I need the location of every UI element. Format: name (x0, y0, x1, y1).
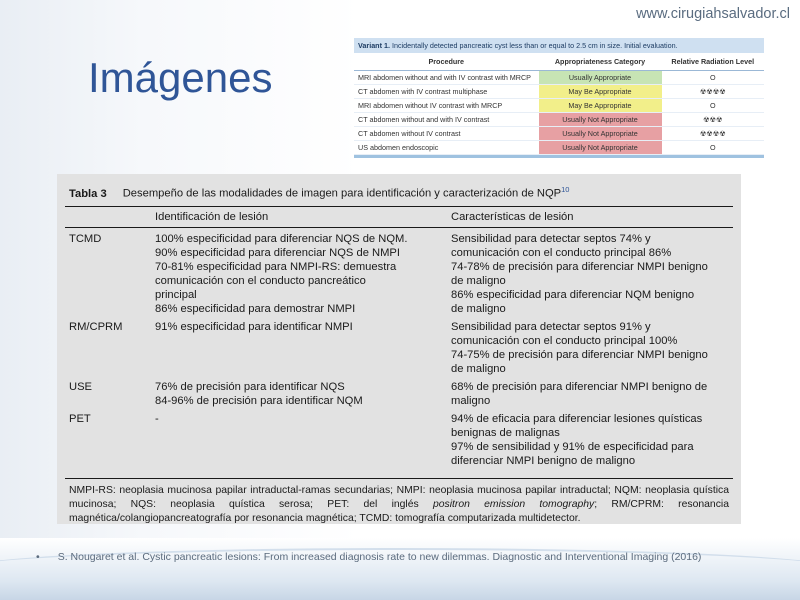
characteristics-line: 97% de sensibilidad y 91% de especificidad para (451, 440, 694, 453)
variant-category: Usually Not Appropriate (539, 113, 662, 127)
variant-bottom-rule (354, 155, 764, 158)
table-row (65, 380, 733, 408)
identification-line: 100% especificidad para diferenciar NQS de NQM. (155, 232, 408, 245)
identification-cell (155, 380, 451, 408)
characteristics-line: 68% de precisión para diferenciar NMPI benigno de (451, 380, 708, 393)
variant-row (354, 141, 764, 155)
table3-header-row (65, 207, 733, 227)
identification-line: comunicación con el conducto pancreático (155, 274, 366, 287)
characteristics-cell (451, 412, 733, 468)
identification-line: 86% especificidad para demostrar NMPI (155, 302, 356, 315)
variant-procedure: MRI abdomen without and with IV contrast with MRCP (354, 71, 539, 85)
characteristics-cell (451, 232, 733, 316)
modality-cell: TCMD (69, 232, 102, 245)
variant-category: May Be Appropriate (539, 85, 662, 99)
table-row (65, 412, 733, 468)
table3-rows (65, 228, 733, 478)
table3-caption-ref[interactable]: 10 (561, 185, 570, 194)
radiation-level-icon: ☢☢☢☢ (662, 85, 765, 99)
characteristics-line: comunicación con el conducto principal 100% (451, 334, 678, 347)
variant-procedure: CT abdomen with IV contrast multiphase (354, 85, 539, 99)
variant-procedure: CT abdomen without IV contrast (354, 127, 539, 141)
table3-footnote (65, 479, 733, 526)
identification-line: 70-81% especificidad para NMPI-RS: demuestra (155, 260, 397, 273)
characteristics-line: diferenciar NMPI benigno de maligno (451, 454, 636, 467)
identification-line: 84-96% de precisión para identificar NQM (155, 394, 363, 407)
identification-line: 91% especificidad para identificar NMPI (155, 320, 353, 333)
table3-footnote-part-a: NMPI-RS: neoplasia mucinosa papilar intraductal-ramas secundarias; NMPI: neoplasia mucinosa papilar intraductal; NQM: neoplasia quística mucinosa; NQS: neoplasia quística serosa; PET: del inglés (69, 484, 729, 510)
variant-rows (354, 71, 764, 155)
radiation-level-icon: ☢☢☢ (662, 113, 765, 127)
variant-category: Usually Appropriate (539, 71, 662, 85)
characteristics-line: comunicación con el conducto principal 86% (451, 246, 672, 259)
table3-caption-text: Desempeño de las modalidades de imagen para identificación y caracterización de NQP (122, 187, 562, 200)
variant-header-category: Appropriateness Category (539, 53, 662, 71)
characteristics-line: de maligno (451, 274, 506, 287)
identification-line: principal (155, 288, 197, 301)
radiation-level-icon: O (662, 71, 765, 85)
variant-procedure: MRI abdomen without IV contrast with MRCP (354, 99, 539, 113)
characteristics-cell (451, 380, 733, 408)
table3-panel (57, 174, 741, 524)
characteristics-cell (451, 320, 733, 376)
characteristics-line: 86% especificidad para diferenciar NQM benigno (451, 288, 695, 301)
modality-cell: RM/CPRM (69, 320, 123, 333)
variant-row (354, 71, 764, 85)
table3-header-characteristics: Características de lesión (451, 210, 574, 223)
characteristics-line: maligno (451, 394, 491, 407)
variant-title (354, 38, 764, 53)
variant-title-label: Variant 1. (358, 41, 390, 50)
table3-header-modality (65, 210, 155, 224)
brand-url[interactable]: www.cirugiahsalvador.cl (636, 6, 790, 22)
citation-bullet: • (36, 551, 40, 563)
variant-table (354, 38, 764, 158)
identification-line: 90% especificidad para diferenciar NQS de NMPI (155, 246, 400, 259)
characteristics-line: de maligno (451, 302, 506, 315)
table3-footnote-part-b: ; RM/CPRM: resonancia magnética/colangiopancreatografía por resonancia magnética; TCMD: tomografía computarizada multidetector. (69, 498, 729, 524)
radiation-level-icon: ☢☢☢☢ (662, 127, 765, 141)
variant-row (354, 127, 764, 141)
characteristics-line: benignas de malignas (451, 426, 560, 439)
slide-title: Imágenes (88, 54, 273, 101)
characteristics-line: Sensibilidad para detectar septos 74% y (451, 232, 651, 245)
variant-category: Usually Not Appropriate (539, 127, 662, 141)
variant-row (354, 99, 764, 113)
radiation-level-icon: O (662, 141, 765, 155)
variant-category: Usually Not Appropriate (539, 141, 662, 155)
table-row (65, 232, 733, 316)
characteristics-line: de maligno (451, 362, 506, 375)
citation (36, 551, 701, 563)
variant-header-procedure: Procedure (354, 53, 539, 71)
variant-title-text: Incidentally detected pancreatic cyst less than or equal to 2.5 cm in size. Initial evaluation. (389, 41, 678, 50)
identification-cell (155, 232, 451, 316)
variant-header-radiation: Relative Radiation Level (662, 53, 765, 71)
identification-cell (155, 412, 451, 468)
table3-caption (65, 181, 733, 206)
identification-line: - (155, 412, 159, 425)
identification-cell (155, 320, 451, 376)
variant-row (354, 85, 764, 99)
identification-line: 76% de precisión para identificar NQS (155, 380, 345, 393)
characteristics-line: 74-75% de precisión para diferenciar NMPI benigno (451, 348, 708, 361)
table3-footnote-italic: positron emission tomography (432, 498, 595, 510)
modality-cell: PET (69, 412, 91, 425)
modality-cell: USE (69, 380, 93, 393)
characteristics-line: 74-78% de precisión para diferenciar NMPI benigno (451, 260, 708, 273)
variant-category: May Be Appropriate (539, 99, 662, 113)
variant-grid (354, 53, 764, 155)
variant-row (354, 113, 764, 127)
variant-procedure: CT abdomen without and with IV contrast (354, 113, 539, 127)
citation-text: S. Nougaret et al. Cystic pancreatic lesions: From increased diagnosis rate to new dilemmas. Diagnostic and Interventional Imaging (2016) (57, 551, 702, 563)
characteristics-line: 94% de eficacia para diferenciar lesiones quísticas (451, 412, 703, 425)
characteristics-line: Sensibilidad para detectar septos 91% y (451, 320, 651, 333)
radiation-level-icon: O (662, 99, 765, 113)
table3-header-identification: Identificación de lesión (155, 210, 269, 223)
variant-procedure: US abdomen endoscopic (354, 141, 539, 155)
table3-label: Tabla 3 (69, 187, 107, 200)
table3 (65, 181, 733, 526)
table-row (65, 320, 733, 376)
